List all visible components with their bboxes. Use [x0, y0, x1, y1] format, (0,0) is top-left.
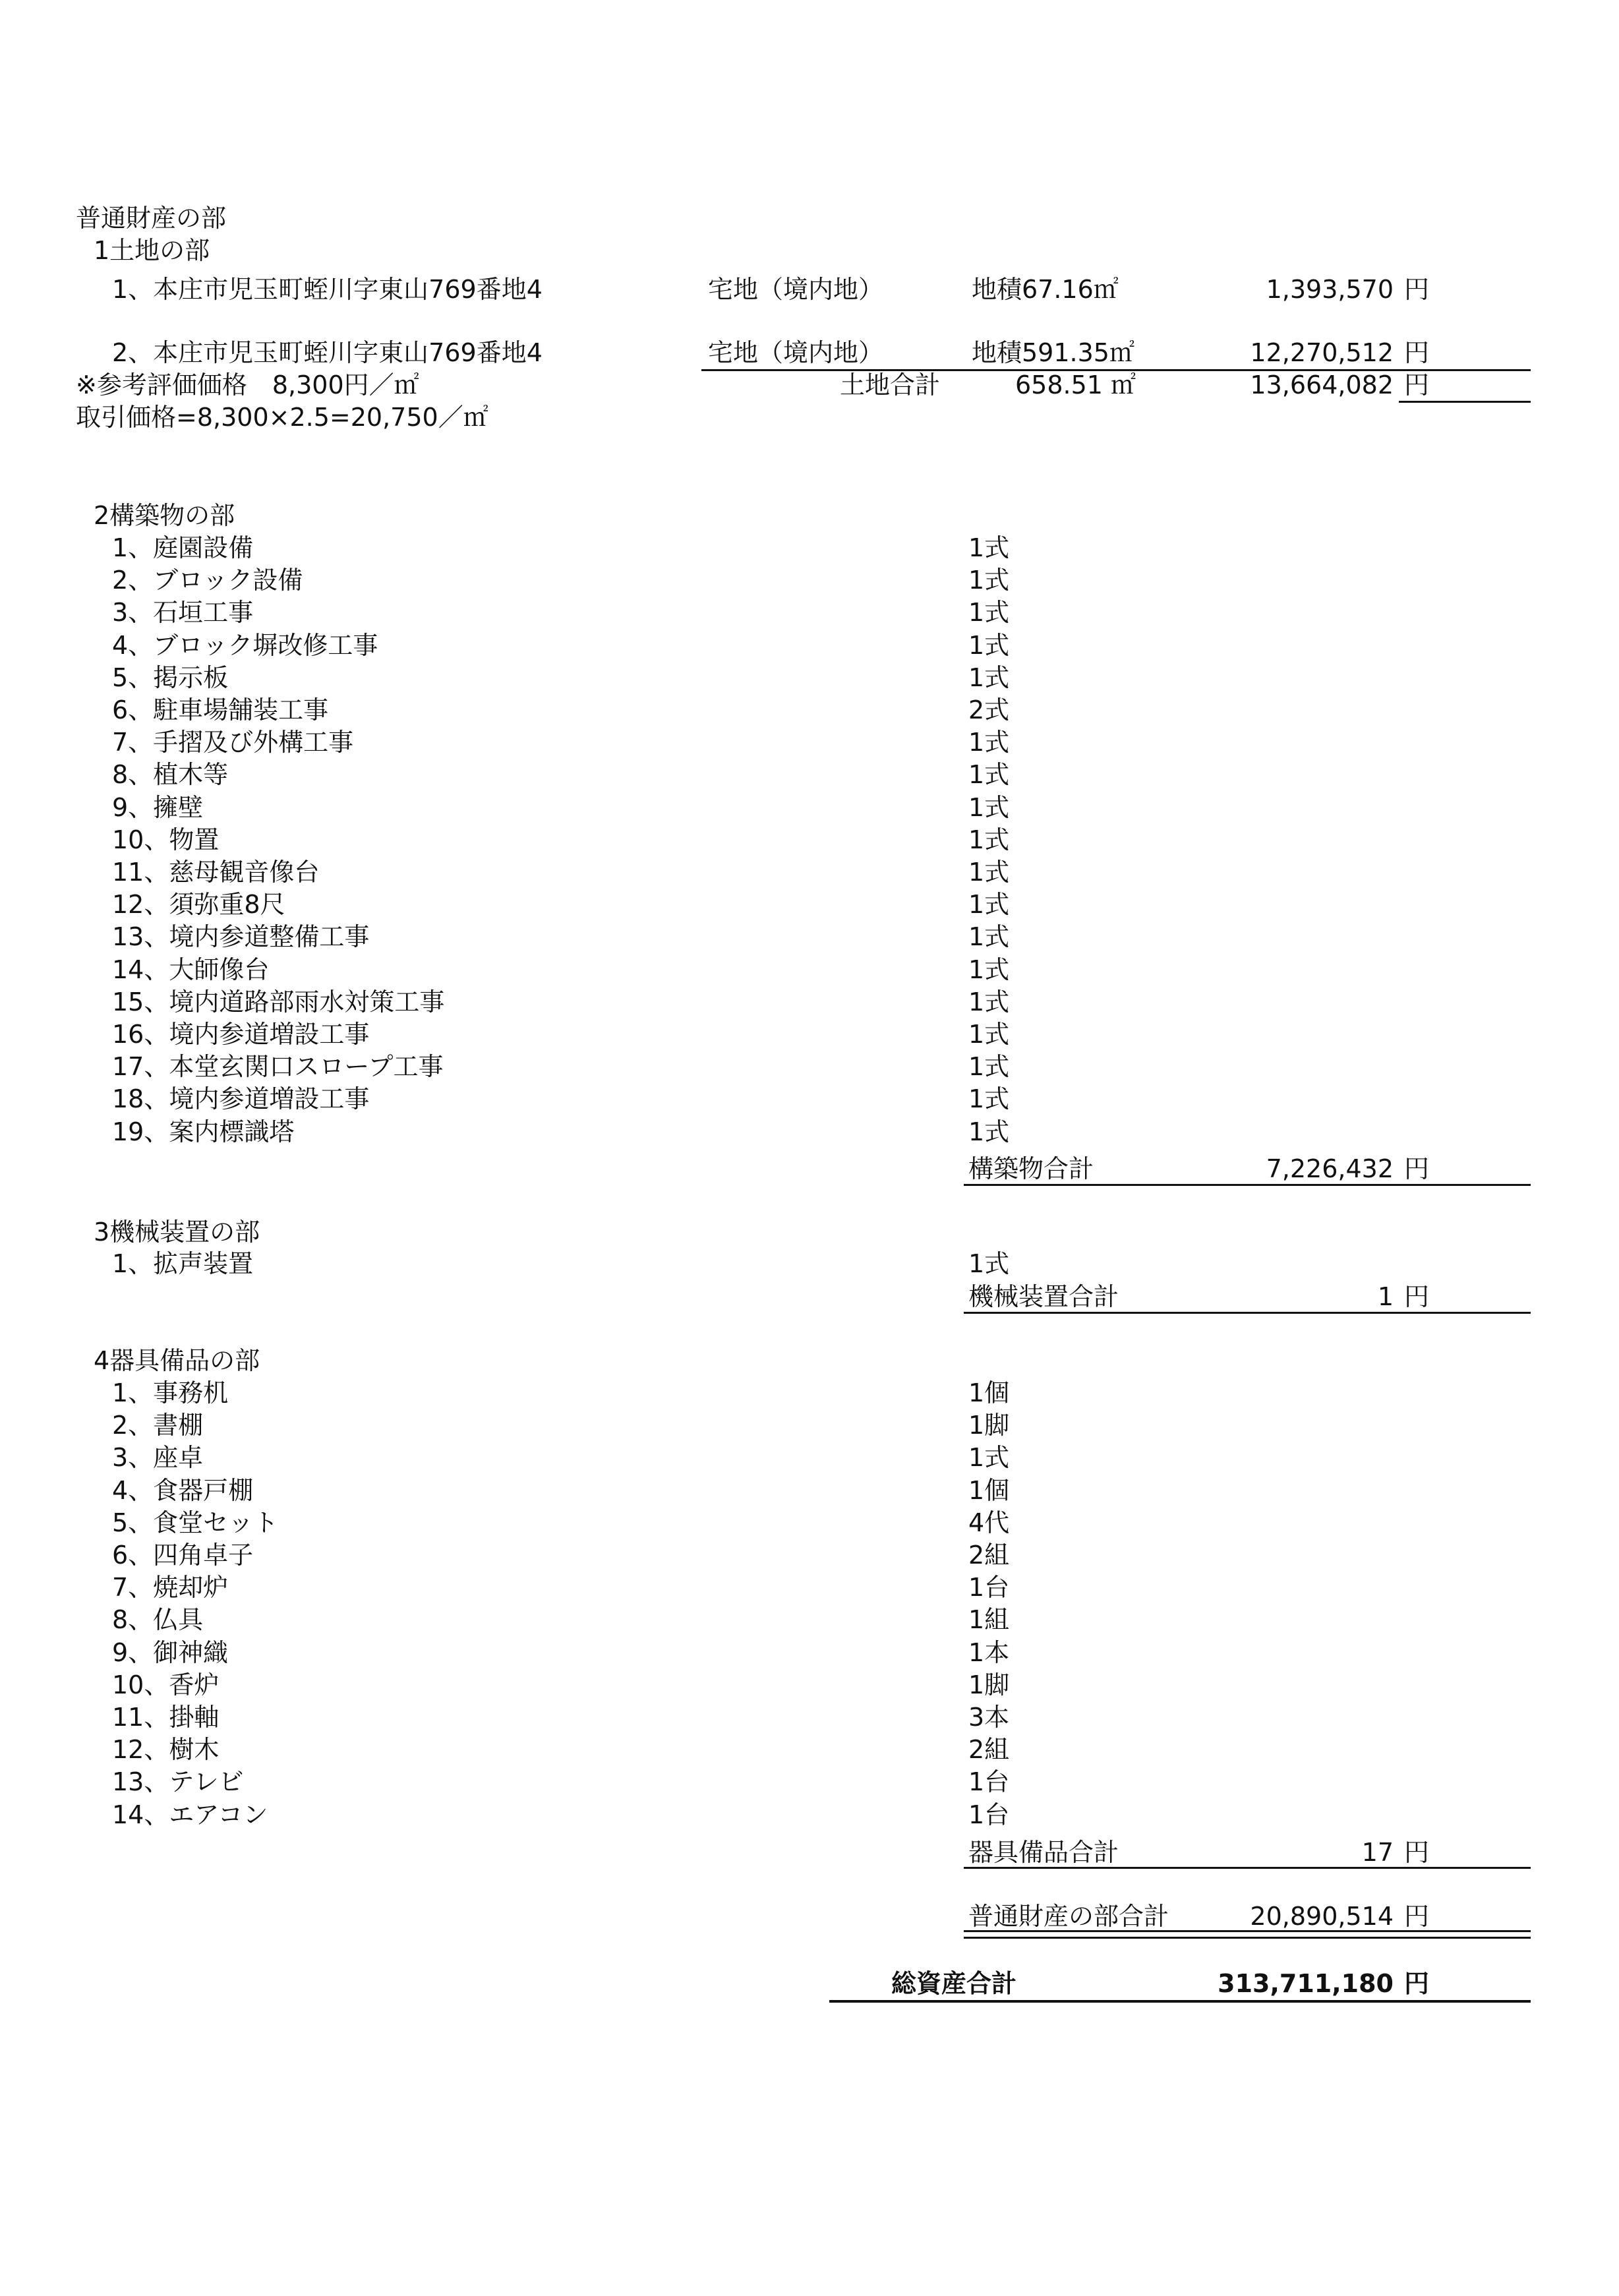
structures-total-unit: 円	[1404, 1154, 1430, 1183]
general-total-underline-2	[964, 1937, 1531, 1939]
land-row-1-amount: 1,393,570	[1266, 275, 1394, 304]
structures-total-amount: 7,226,432	[1266, 1154, 1394, 1183]
structure-row-label: 5、掲示板	[112, 662, 229, 692]
fixture-row-quantity: 1個	[968, 1475, 1010, 1505]
fixture-row-label: 6、四角卓子	[112, 1541, 254, 1570]
fixture-row-quantity: 1組	[968, 1605, 1010, 1635]
structure-row-quantity: 1式	[968, 598, 1010, 628]
general-total-amount: 20,890,514	[1250, 1902, 1394, 1931]
land-note-trade-price: 取引価格=8,300×2.5=20,750／㎡	[76, 403, 488, 432]
fixture-row-quantity: 2組	[968, 1541, 1010, 1570]
fixture-row-quantity: 1台	[968, 1800, 1010, 1829]
land-row-1-unit: 円	[1404, 275, 1430, 304]
fixture-row-quantity: 1式	[968, 1443, 1010, 1473]
machinery-total-label: 機械装置合計	[968, 1282, 1119, 1311]
general-total-label: 普通財産の部合計	[968, 1902, 1169, 1931]
general-total-underline-1	[964, 1930, 1531, 1932]
fixture-row-label: 2、書棚	[112, 1411, 204, 1440]
land-row-1-area: 地積67.16㎡	[972, 275, 1119, 304]
structure-row-quantity: 1式	[968, 1020, 1010, 1049]
structure-row-label: 1、庭園設備	[112, 533, 254, 562]
machinery-row-1-qty: 1式	[968, 1249, 1010, 1278]
structure-row-label: 13、境内参道整備工事	[112, 922, 370, 952]
machinery-total-amount: 1	[1377, 1282, 1394, 1311]
machinery-section-title: 3機械装置の部	[94, 1218, 260, 1247]
machinery-total-underline	[964, 1312, 1531, 1314]
structure-row-quantity: 1式	[968, 858, 1010, 887]
land-note-reference-price: ※参考評価価格 8,300円／㎡	[76, 370, 419, 399]
fixture-row-quantity: 4代	[968, 1508, 1010, 1537]
structure-row-quantity: 1式	[968, 987, 1010, 1016]
structure-row-quantity: 1式	[968, 1117, 1010, 1146]
land-row-1-use: 宅地（境内地）	[708, 275, 884, 304]
fixtures-total-underline	[964, 1867, 1531, 1869]
structure-row-label: 15、境内道路部雨水対策工事	[112, 987, 445, 1016]
fixture-row-quantity: 1個	[968, 1378, 1010, 1407]
section-heading: 普通財産の部	[76, 204, 227, 233]
structure-row-quantity: 1式	[968, 955, 1010, 984]
fixture-row-quantity: 1脚	[968, 1411, 1010, 1440]
structure-row-label: 17、本堂玄関口スロープ工事	[112, 1052, 444, 1082]
fixture-row-label: 10、香炉	[112, 1670, 220, 1699]
structure-row-quantity: 1式	[968, 728, 1010, 757]
land-row-2-use: 宅地（境内地）	[708, 338, 884, 367]
structure-row-label: 8、植木等	[112, 760, 229, 790]
fixture-row-label: 4、食器戸棚	[112, 1475, 254, 1505]
structure-row-quantity: 1式	[968, 825, 1010, 854]
structure-row-quantity: 1式	[968, 1084, 1010, 1114]
fixture-row-label: 5、食堂セット	[112, 1508, 279, 1537]
fixtures-total-label: 器具備品合計	[968, 1838, 1119, 1867]
fixture-row-label: 14、エアコン	[112, 1800, 268, 1829]
structure-row-label: 7、手摺及び外構工事	[112, 728, 354, 757]
machinery-total-unit: 円	[1404, 1282, 1430, 1311]
fixtures-total-unit: 円	[1404, 1838, 1430, 1867]
land-total-underline	[1399, 401, 1531, 403]
machinery-row-1-label: 1、拡声装置	[112, 1249, 254, 1278]
land-total-unit: 円	[1404, 370, 1430, 399]
fixture-row-quantity: 2組	[968, 1735, 1010, 1765]
fixtures-section-title: 4器具備品の部	[94, 1346, 260, 1375]
fixture-row-label: 1、事務机	[112, 1378, 229, 1407]
structure-row-label: 14、大師像台	[112, 955, 270, 984]
fixture-row-label: 3、座卓	[112, 1443, 204, 1473]
structure-row-quantity: 1式	[968, 792, 1010, 822]
fixture-row-label: 9、御神織	[112, 1637, 229, 1667]
structure-row-quantity: 1式	[968, 922, 1010, 952]
structure-row-quantity: 2式	[968, 695, 1010, 724]
land-row-2-unit: 円	[1404, 338, 1430, 367]
structure-row-label: 2、ブロック設備	[112, 566, 303, 595]
land-total-amount: 13,664,082	[1250, 370, 1394, 399]
fixture-row-label: 8、仏具	[112, 1605, 204, 1635]
structure-row-quantity: 1式	[968, 662, 1010, 692]
structure-row-label: 4、ブロック塀改修工事	[112, 630, 378, 660]
fixture-row-label: 13、テレビ	[112, 1767, 244, 1797]
structure-row-label: 11、慈母観音像台	[112, 858, 320, 887]
structure-row-label: 9、擁壁	[112, 792, 204, 822]
fixture-row-label: 12、樹木	[112, 1735, 220, 1765]
fixture-row-label: 11、掛軸	[112, 1703, 220, 1732]
land-total-area: 658.51 ㎡	[1015, 370, 1136, 399]
fixture-row-quantity: 1本	[968, 1637, 1010, 1667]
fixtures-total-amount: 17	[1361, 1838, 1394, 1867]
fixture-row-quantity: 1脚	[968, 1670, 1010, 1699]
structure-row-quantity: 1式	[968, 760, 1010, 790]
grand-total-label: 総資産合計	[891, 1969, 1017, 1998]
fixture-row-quantity: 3本	[968, 1703, 1010, 1732]
structure-row-quantity: 1式	[968, 630, 1010, 660]
land-row-2-label: 2、本庄市児玉町蛭川字東山769番地4	[112, 338, 543, 367]
grand-total-amount: 313,711,180	[1218, 1969, 1394, 1998]
grand-total-underline	[829, 2000, 1531, 2003]
fixture-row-quantity: 1台	[968, 1573, 1010, 1603]
structure-row-quantity: 1式	[968, 1052, 1010, 1082]
land-row-1-label: 1、本庄市児玉町蛭川字東山769番地4	[112, 275, 543, 304]
structure-row-quantity: 1式	[968, 890, 1010, 920]
structure-row-label: 12、須弥重8尺	[112, 890, 285, 920]
structure-row-quantity: 1式	[968, 566, 1010, 595]
land-row-2-amount: 12,270,512	[1250, 338, 1394, 367]
structures-total-underline	[964, 1184, 1531, 1186]
structure-row-label: 19、案内標識塔	[112, 1117, 295, 1146]
structure-row-label: 3、石垣工事	[112, 598, 254, 628]
structure-row-label: 16、境内参道増設工事	[112, 1020, 370, 1049]
land-section-title: 1土地の部	[94, 236, 210, 265]
fixture-row-label: 7、焼却炉	[112, 1573, 229, 1603]
land-total-label: 土地合計	[840, 370, 941, 399]
structures-section-title: 2構築物の部	[94, 501, 235, 530]
structure-row-label: 6、駐車場舗装工事	[112, 695, 329, 724]
fixture-row-quantity: 1台	[968, 1767, 1010, 1797]
structures-total-label: 構築物合計	[968, 1154, 1094, 1183]
grand-total-unit: 円	[1404, 1969, 1430, 1998]
structure-row-label: 10、物置	[112, 825, 220, 854]
structure-row-label: 18、境内参道増設工事	[112, 1084, 370, 1114]
land-row-2-area: 地積591.35㎡	[972, 338, 1134, 367]
structure-row-quantity: 1式	[968, 533, 1010, 562]
general-total-unit: 円	[1404, 1902, 1430, 1931]
